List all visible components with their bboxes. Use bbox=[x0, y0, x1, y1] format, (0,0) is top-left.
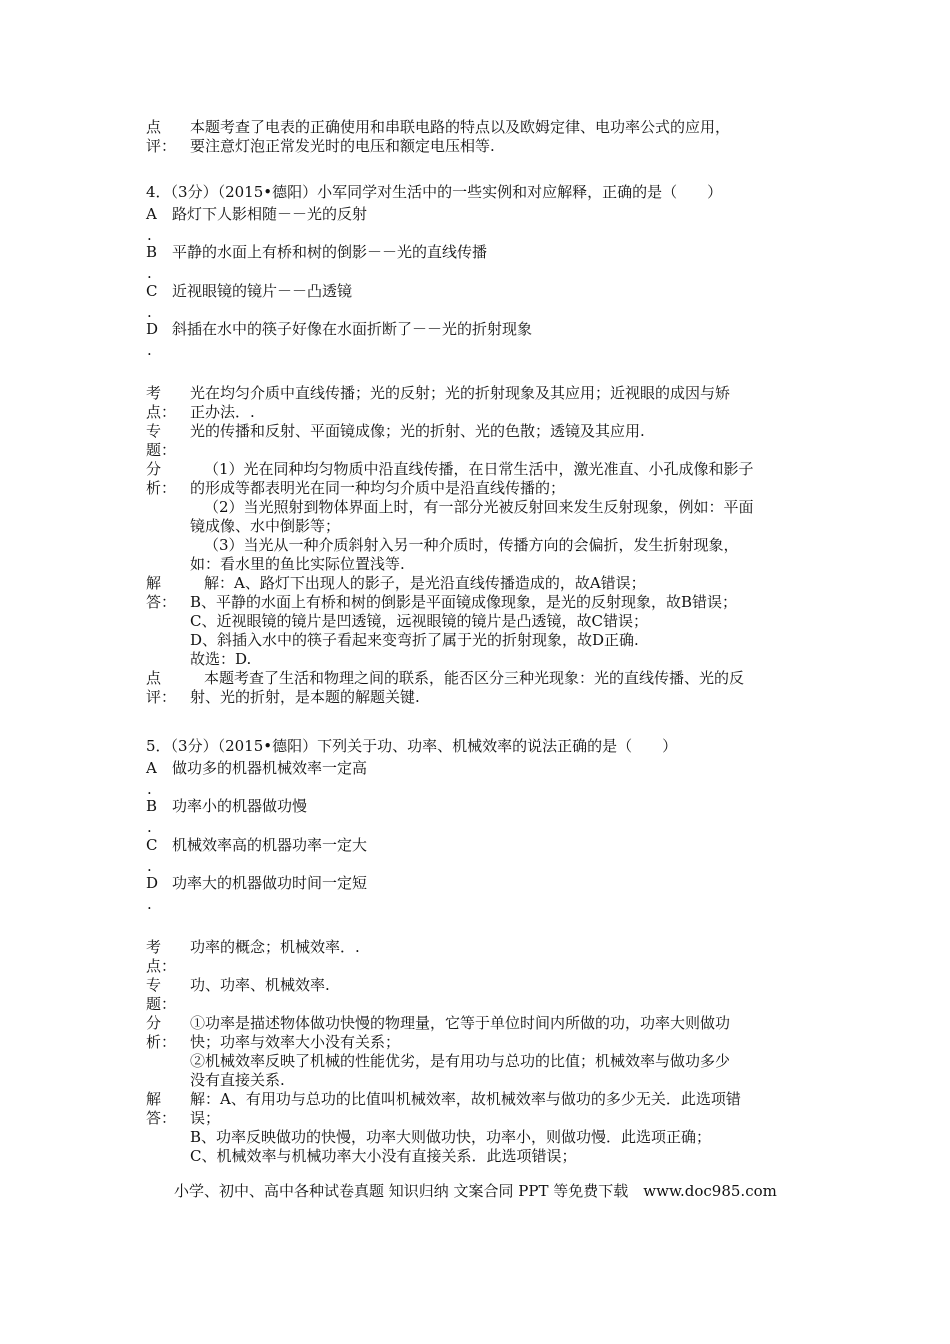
q4-option-b-text: 平静的水面上有桥和树的倒影－－光的直线传播 bbox=[172, 243, 488, 261]
page-footer: 小学、初中、高中各种试卷真题 知识归纳 文案合同 PPT 等免费下载 www.doc985.com bbox=[174, 1182, 777, 1200]
q4-option-a-text: 路灯下人影相随－－光的反射 bbox=[172, 205, 368, 223]
q4-jieda-label: 解 答： bbox=[146, 574, 177, 611]
q5-zhuanti-label: 专 题： bbox=[146, 976, 177, 1013]
q4-jieda-text: 解：A、路灯下出现人的影子，是光沿直线传播造成的，故A错误； B、平静的水面上有桥和树的倒影是平面镜成像现象，是光的反射现象，故B错误； C、近视眼镜的镜片是凹透镜，远视眼镜的镜片是凸透镜，故C错误； D、斜插入水中的筷子看起来变弯折了属于光的折射现象，故D正确. 故选：D. bbox=[190, 574, 738, 668]
q5-option-c-text: 机械效率高的机器功率一定大 bbox=[172, 836, 368, 854]
label-dianping-top: 点 评： bbox=[146, 118, 177, 155]
q4-option-d-text: 斜插在水中的筷子好像在水面折断了－－光的折射现象 bbox=[172, 320, 533, 338]
q4-dianping-label: 点 评： bbox=[146, 669, 177, 706]
q4-option-c-text: 近视眼镜的镜片－－凸透镜 bbox=[172, 282, 353, 300]
q5-title: 5．（3分）（2015•德阳）下列关于功、功率、机械效率的说法正确的是（ ） bbox=[146, 737, 678, 755]
q4-zhuanti-label: 专 题： bbox=[146, 422, 177, 459]
q4-kaodian-label: 考 点： bbox=[146, 384, 177, 421]
q5-option-b-letter: B bbox=[146, 797, 158, 815]
q4-option-c-letter: C bbox=[146, 282, 158, 300]
q5-option-b-text: 功率小的机器做功慢 bbox=[172, 797, 308, 815]
option-dot: . bbox=[147, 857, 152, 875]
q4-title: 4．（3分）（2015•德阳）小军同学对生活中的一些实例和对应解释，正确的是（ ） bbox=[146, 183, 723, 201]
option-dot: . bbox=[147, 341, 152, 359]
option-dot: . bbox=[147, 226, 152, 244]
q4-kaodian-text: 光在均匀介质中直线传播；光的反射；光的折射现象及其应用；近视眼的成因与矫 正办法．. bbox=[190, 384, 731, 421]
q5-option-d-letter: D bbox=[146, 874, 159, 892]
q5-zhuanti-text: 功、功率、机械效率. bbox=[190, 976, 330, 994]
q4-option-a-letter: A bbox=[146, 205, 157, 223]
q5-option-c-letter: C bbox=[146, 836, 158, 854]
q5-option-a-letter: A bbox=[146, 759, 157, 777]
q5-fenxi-text: ①功率是描述物体做功快慢的物理量，它等于单位时间内所做的功，功率大则做功 快；功率与效率大小没有关系； ②机械效率反映了机械的性能优劣，是有用功与总功的比值；机械效率与做功多少 没有直接关系. bbox=[190, 1014, 731, 1089]
q4-zhuanti-text: 光的传播和反射、平面镜成像；光的折射、光的色散；透镜及其应用. bbox=[190, 422, 645, 440]
dianping-top-text: 本题考查了电表的正确使用和串联电路的特点以及欧姆定律、电功率公式的应用， 要注意灯泡正常发光时的电压和额定电压相等. bbox=[190, 118, 731, 155]
q4-fenxi-text: （1）光在同种均匀物质中沿直线传播，在日常生活中，激光准直、小孔成像和影子 的形成等都表明光在同一种均匀介质中是沿直线传播的； （2）当光照射到物体界面上时，有一部分光被反射回来发生反射现象，例如：平面 镜成像、水中倒影等； （3）当光从一种介质斜射入另一种介质时，传播方向的会偏折，发生折射现象， 如：看水里的鱼比实际位置浅等. bbox=[190, 460, 754, 573]
q5-fenxi-label: 分 析： bbox=[146, 1014, 177, 1051]
q5-option-d-text: 功率大的机器做功时间一定短 bbox=[172, 874, 368, 892]
option-dot: . bbox=[147, 818, 152, 836]
q5-jieda-label: 解 答： bbox=[146, 1090, 177, 1127]
option-dot: . bbox=[147, 780, 152, 798]
q4-dianping-text: 本题考查了生活和物理之间的联系，能否区分三种光现象：光的直线传播、光的反 射、光的折射，是本题的解题关键. bbox=[190, 669, 745, 706]
q5-option-a-text: 做功多的机器机械效率一定高 bbox=[172, 759, 368, 777]
q5-jieda-text: 解：A、有用功与总功的比值叫机械效率，故机械效率与做功的多少无关．此选项错 误； B、功率反映做功的快慢，功率大则做功快，功率小，则做功慢．此选项正确； C、机械效率与机械功率大小没有直接关系．此选项错误； bbox=[190, 1090, 741, 1165]
q4-fenxi-label: 分 析： bbox=[146, 460, 177, 497]
option-dot: . bbox=[147, 264, 152, 282]
option-dot: . bbox=[147, 895, 152, 913]
option-dot: . bbox=[147, 303, 152, 321]
q4-option-d-letter: D bbox=[146, 320, 159, 338]
q5-kaodian-label: 考 点： bbox=[146, 938, 177, 975]
q4-option-b-letter: B bbox=[146, 243, 158, 261]
q5-kaodian-text: 功率的概念；机械效率．. bbox=[190, 938, 360, 956]
